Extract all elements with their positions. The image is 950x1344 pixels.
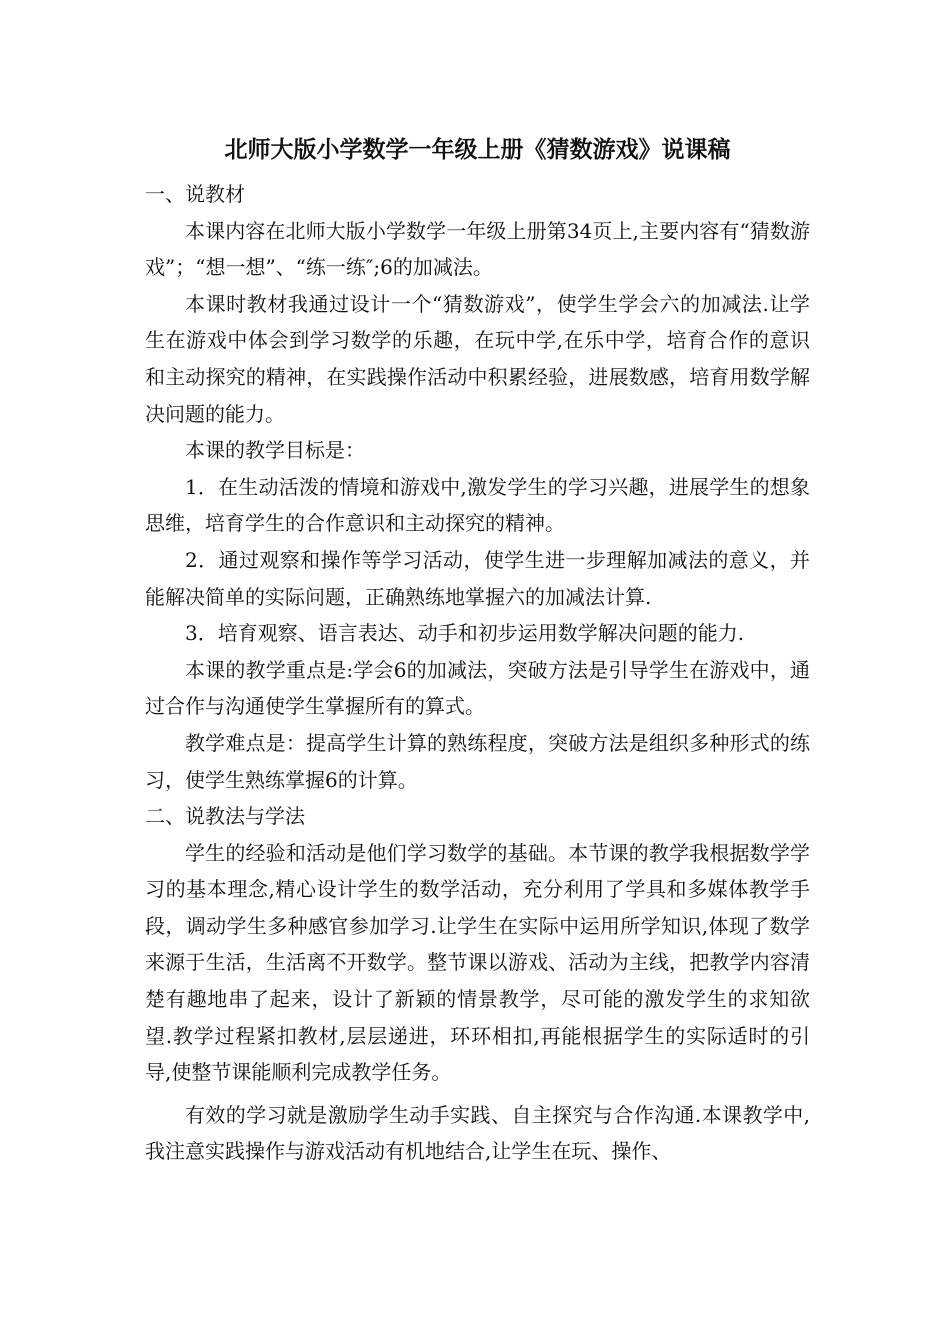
paragraph-key-point: 本课的教学重点是:学会6的加减法，突破方法是引导学生在游戏中，通过合作与沟通使学生掌握所有的算式。 <box>145 657 810 719</box>
paragraph-lesson-content: 本课内容在北师大版小学数学一年级上册第34页上,主要内容有“猜数游戏”；“想一想”、“练一练″;6的加减法。 <box>145 218 810 280</box>
section-heading-teaching-material: 一、说教材 <box>145 182 245 206</box>
paragraph-difficulty: 教学难点是：提高学生计算的熟练程度，突破方法是组织多种形式的练习，使学生熟练掌握6的计算。 <box>145 730 810 792</box>
paragraph-effective-learning: 有效的学习就是激励学生动手实践、自主探究与合作沟通.本课教学中,我注意实践操作与游戏活动有机地结合,让学生在玩、操作、 <box>145 1102 810 1164</box>
paragraph-goal-3: 3．培育观察、语言表达、动手和初步运用数学解决问题的能力. <box>185 621 745 646</box>
paragraph-goal-2: 2．通过观察和操作等学习活动，使学生进一步理解加减法的意义，并能解决简单的实际问题，正确熟练地掌握六的加减法计算. <box>145 547 810 609</box>
paragraph-lesson-design: 本课时教材我通过设计一个“猜数游戏”，使学生学会六的加减法.让学生在游戏中体会到学习数学的乐趣，在玩中学,在乐中学，培育合作的意识和主动探究的精神，在实践操作活动中积累经验，进展数感，培育用数学解决问题的能力。 <box>145 291 810 426</box>
paragraph-goals-intro: 本课的教学目标是： <box>185 438 365 463</box>
paragraph-methods-basis: 学生的经验和活动是他们学习数学的基础。本节课的教学我根据数学学习的基本理念,精心设计学生的数学活动，充分利用了学具和多媒体教学手段，调动学生多种感官参加学习.让学生在实际中运用所学知识,体现了数学来源于生活，生活离不开数学。整节课以游戏、活动为主线，把教学内容清楚有趣地串了起来，设计了新颖的情景教学，尽可能的激发学生的求知欲望.教学过程紧扣教材,层层递进，环环相扣,再能根据学生的实际适时的引导,使整节课能顺利完成教学任务。 <box>145 840 810 1085</box>
document-title: 北师大版小学数学一年级上册《猜数游戏》说课稿 <box>224 137 731 163</box>
section-heading-methods: 二、说教法与学法 <box>145 804 305 829</box>
document-body <box>145 130 810 1170</box>
paragraph-goal-1: 1．在生动活泼的情境和游戏中,激发学生的学习兴趣，进展学生的想象思维，培育学生的合作意识和主动探究的精神。 <box>145 474 810 536</box>
